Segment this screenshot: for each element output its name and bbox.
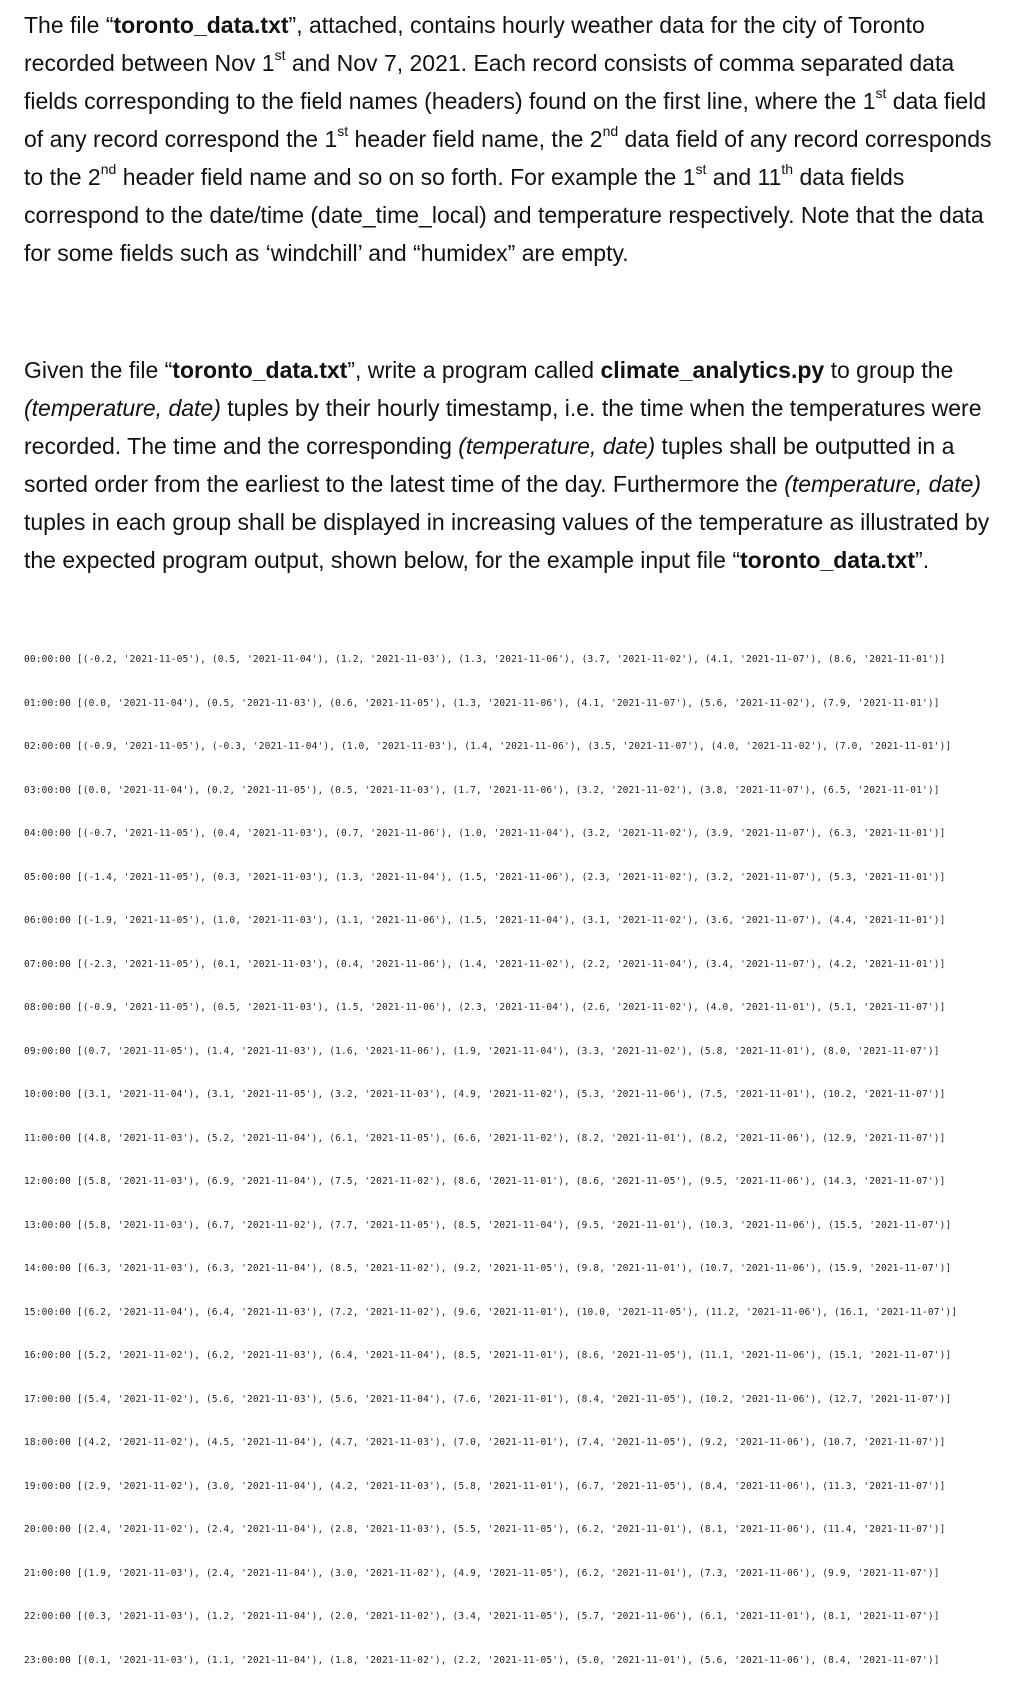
ordinal-suffix: nd (602, 123, 619, 140)
ordinal-suffix: st (875, 85, 887, 102)
filename: toronto_data.txt (172, 357, 348, 383)
ordinal-suffix: st (695, 161, 707, 178)
text-segment: data field of any record correspond the 1 (24, 88, 987, 152)
output-line: 01:00:00 [(0.0, '2021-11-04'), (0.5, '2021-11-03'), (0.6, '2021-11-05'), (1.3, '2021-11-06'), (4.1, '2021-11-07'), (5.6, '2021-11-02'), (7.9, '2021-11-01')] (24, 697, 940, 709)
output-line: 15:00:00 [(6.2, '2021-11-04'), (6.4, '2021-11-03'), (7.2, '2021-11-02'), (9.6, '2021-11-01'), (10.0, '2021-11-05'), (11.2, '2021-11-06'), (16.1, '2021-11-07')] (24, 1306, 958, 1318)
output-line: 11:00:00 [(4.8, '2021-11-03'), (5.2, '2021-11-04'), (6.1, '2021-11-05'), (6.6, '2021-11-02'), (8.2, '2021-11-01'), (8.2, '2021-11-06'), (12.9, '2021-11-07')] (24, 1132, 946, 1144)
text-segment: header field name, the 2 (348, 126, 603, 152)
output-line: 12:00:00 [(5.8, '2021-11-03'), (6.9, '2021-11-04'), (7.5, '2021-11-02'), (8.6, '2021-11-01'), (8.6, '2021-11-05'), (9.5, '2021-11-06'), (14.3, '2021-11-07')] (24, 1176, 946, 1187)
output-line: 09:00:00 [(0.7, '2021-11-05'), (1.4, '2021-11-03'), (1.6, '2021-11-06'), (1.9, '2021-11-04'), (3.3, '2021-11-02'), (5.8, '2021-11-01'), (8.0, '2021-11-07')] (24, 1045, 940, 1057)
text-segment: and Nov 7, 2021. Each record consists of comma separated data fields corresponding to the field names (headers) found on the first line, where the 1 (24, 50, 955, 114)
expected-program-output (24, 624, 1014, 1683)
output-line: 07:00:00 [(-2.3, '2021-11-05'), (0.1, '2021-11-03'), (0.4, '2021-11-06'), (1.4, '2021-11-02'), (2.2, '2021-11-04'), (3.4, '2021-11-07'), (4.2, '2021-11-01')] (24, 958, 946, 970)
output-line: 10:00:00 [(3.1, '2021-11-04'), (3.1, '2021-11-05'), (3.2, '2021-11-03'), (4.9, '2021-11-02'), (5.3, '2021-11-06'), (7.5, '2021-11-01'), (10.2, '2021-11-07')] (24, 1089, 946, 1100)
output-line: 06:00:00 [(-1.9, '2021-11-05'), (1.0, '2021-11-03'), (1.1, '2021-11-06'), (1.5, '2021-11-04'), (3.1, '2021-11-02'), (3.6, '2021-11-07'), (4.4, '2021-11-01')] (24, 915, 946, 926)
text-segment: tuples in each group shall be displayed in increasing values of the temperature as illustrated by the expected program output, shown below, for the example input file “ (24, 509, 990, 573)
output-line: 00:00:00 [(-0.2, '2021-11-05'), (0.5, '2021-11-04'), (1.2, '2021-11-03'), (1.3, '2021-11-06'), (3.7, '2021-11-02'), (4.1, '2021-11-07'), (8.6, '2021-11-01')] (24, 654, 946, 665)
output-line: 20:00:00 [(2.4, '2021-11-02'), (2.4, '2021-11-04'), (2.8, '2021-11-03'), (5.5, '2021-11-05'), (6.2, '2021-11-01'), (8.1, '2021-11-06'), (11.4, '2021-11-07')] (24, 1524, 946, 1535)
output-line: 16:00:00 [(5.2, '2021-11-02'), (6.2, '2021-11-03'), (6.4, '2021-11-04'), (8.5, '2021-11-01'), (8.6, '2021-11-05'), (11.1, '2021-11-06'), (15.1, '2021-11-07')] (24, 1350, 952, 1361)
text-segment: ”, attached, contains hourly weather data for the city of Toronto recorded between Nov 1 (24, 12, 925, 76)
text-segment: data field of any record corresponds to the 2 (24, 126, 992, 190)
text-segment: header field name and so on so forth. For example the 1 (116, 164, 696, 190)
text-segment: to group the (824, 357, 954, 383)
output-line: 23:00:00 [(0.1, '2021-11-03'), (1.1, '2021-11-04'), (1.8, '2021-11-02'), (2.2, '2021-11-05'), (5.0, '2021-11-01'), (5.6, '2021-11-06'), (8.4, '2021-11-07')] (24, 1654, 940, 1666)
output-line: 22:00:00 [(0.3, '2021-11-03'), (1.2, '2021-11-04'), (2.0, '2021-11-02'), (3.4, '2021-11-05'), (5.7, '2021-11-06'), (6.1, '2021-11-01'), (8.1, '2021-11-07')] (24, 1611, 940, 1622)
output-line: 05:00:00 [(-1.4, '2021-11-05'), (0.3, '2021-11-03'), (1.3, '2021-11-04'), (1.5, '2021-11-06'), (2.3, '2021-11-02'), (3.2, '2021-11-07'), (5.3, '2021-11-01')] (24, 871, 946, 883)
output-line: 08:00:00 [(-0.9, '2021-11-05'), (0.5, '2021-11-03'), (1.5, '2021-11-06'), (2.3, '2021-11-04'), (2.6, '2021-11-02'), (4.0, '2021-11-01'), (5.1, '2021-11-07')] (24, 1002, 946, 1013)
output-line: 21:00:00 [(1.9, '2021-11-03'), (2.4, '2021-11-04'), (3.0, '2021-11-02'), (4.9, '2021-11-05'), (6.2, '2021-11-01'), (7.3, '2021-11-06'), (9.9, '2021-11-07')] (24, 1567, 940, 1579)
output-line: 18:00:00 [(4.2, '2021-11-02'), (4.5, '2021-11-04'), (4.7, '2021-11-03'), (7.0, '2021-11-01'), (7.4, '2021-11-05'), (9.2, '2021-11-06'), (10.7, '2021-11-07')] (24, 1437, 946, 1448)
filename: toronto_data.txt (113, 12, 289, 38)
tuple-term: (temperature, date) (784, 471, 982, 497)
output-line: 04:00:00 [(-0.7, '2021-11-05'), (0.4, '2021-11-03'), (0.7, '2021-11-06'), (1.0, '2021-11-04'), (3.2, '2021-11-02'), (3.9, '2021-11-07'), (6.3, '2021-11-01')] (24, 828, 946, 839)
ordinal-suffix: st (274, 47, 286, 64)
output-line: 17:00:00 [(5.4, '2021-11-02'), (5.6, '2021-11-03'), (5.6, '2021-11-04'), (7.6, '2021-11-01'), (8.4, '2021-11-05'), (10.2, '2021-11-06'), (12.7, '2021-11-07')] (24, 1393, 952, 1405)
filename: toronto_data.txt (739, 547, 916, 573)
ordinal-suffix: nd (100, 161, 117, 178)
program-name: climate_analytics.py (600, 357, 825, 383)
output-line: 02:00:00 [(-0.9, '2021-11-05'), (-0.3, '2021-11-04'), (1.0, '2021-11-03'), (1.4, '2021-11-06'), (3.5, '2021-11-07'), (4.0, '2021-11-02'), (7.0, '2021-11-01')] (24, 741, 952, 752)
tuple-term: (temperature, date) (458, 433, 656, 459)
problem-description-paragraph (24, 6, 1004, 272)
text-segment: and 11 (706, 164, 782, 190)
text-segment: ”, write a program called (347, 357, 601, 383)
output-line: 03:00:00 [(0.0, '2021-11-04'), (0.2, '2021-11-05'), (0.5, '2021-11-03'), (1.7, '2021-11-06'), (3.2, '2021-11-02'), (3.8, '2021-11-07'), (6.5, '2021-11-01')] (24, 784, 940, 796)
output-line: 13:00:00 [(5.8, '2021-11-03'), (6.7, '2021-11-02'), (7.7, '2021-11-05'), (8.5, '2021-11-04'), (9.5, '2021-11-01'), (10.3, '2021-11-06'), (15.5, '2021-11-07')] (24, 1219, 952, 1231)
text-segment: tuples by their hourly timestamp, i.e. the time when the temperatures were recorded. The time and the corresponding (24, 395, 982, 459)
tuple-term: (temperature, date) (24, 395, 221, 421)
task-instructions-paragraph (24, 351, 1004, 579)
text-segment: Given the file “ (24, 357, 173, 383)
output-line: 14:00:00 [(6.3, '2021-11-03'), (6.3, '2021-11-04'), (8.5, '2021-11-02'), (9.2, '2021-11-05'), (9.8, '2021-11-01'), (10.7, '2021-11-06'), (15.9, '2021-11-07')] (24, 1263, 952, 1274)
text-segment: tuples shall be outputted in a sorted order from the earliest to the latest time of the day. Furthermore the (24, 433, 955, 497)
text-segment: The file “ (24, 12, 114, 38)
ordinal-suffix: st (337, 123, 349, 140)
ordinal-suffix: th (781, 161, 794, 178)
text-segment: ”. (915, 547, 930, 573)
output-line: 19:00:00 [(2.9, '2021-11-02'), (3.0, '2021-11-04'), (4.2, '2021-11-03'), (5.8, '2021-11-01'), (6.7, '2021-11-05'), (8.4, '2021-11-06'), (11.3, '2021-11-07')] (24, 1480, 946, 1492)
text-segment: data fields correspond to the date/time (date_time_local) and temperature respectively. Note that the data for some fields such as ‘windchill’ and “humidex” are empty. (24, 164, 984, 266)
